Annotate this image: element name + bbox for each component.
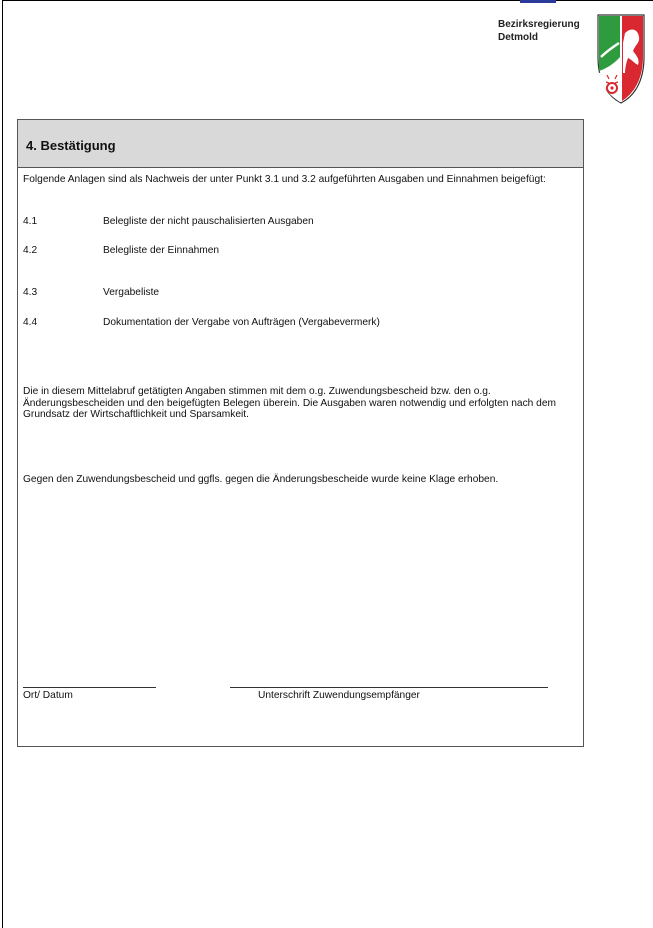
section-header (18, 120, 583, 168)
attachment-number: 4.4 (23, 317, 38, 328)
attachment-label: Dokumentation der Vergabe von Aufträgen (Vergabevermerk) (103, 317, 380, 328)
attachment-label: Belegliste der Einnahmen (103, 245, 220, 256)
no-lawsuit-paragraph: Gegen den Zuwendungsbescheid und ggfls. gegen die Änderungsbescheide wurde keine Klage erhoben. (23, 474, 499, 485)
nrw-coat-of-arms-icon (595, 13, 647, 105)
attachment-number: 4.2 (23, 245, 38, 256)
authority-line-2: Detmold (498, 32, 538, 43)
section-title: 4. Bestätigung (26, 138, 116, 153)
signature-line[interactable] (230, 687, 548, 688)
attachment-label: Vergabeliste (103, 287, 160, 298)
attachment-label: Belegliste der nicht pauschalisierten Ausgaben (103, 216, 314, 227)
place-date-label: Ort/ Datum (23, 690, 73, 701)
authority-line-1: Bezirksregierung (498, 19, 580, 30)
place-date-line[interactable] (23, 687, 156, 688)
signature-label: Unterschrift Zuwendungsempfänger (258, 690, 420, 701)
top-accent-bar (520, 0, 556, 3)
authority-name (498, 18, 580, 44)
attachment-number: 4.3 (23, 287, 38, 298)
attachment-number: 4.1 (23, 216, 38, 227)
confirmation-section (17, 119, 584, 747)
intro-text: Folgende Anlagen sind als Nachweis der unter Punkt 3.1 und 3.2 aufgeführten Ausgaben und Einnahmen beigefügt: (23, 174, 546, 185)
declaration-paragraph: Die in diesem Mittelabruf getätigten Angaben stimmen mit dem o.g. Zuwendungsbescheid bzw. den o.g. Änderungsbescheiden und den beigefügten Belegen überein. Die Ausgaben waren notwendig und erfolgten nach dem Grundsatz der Wirtschaftlichkeit und Sparsamkeit. (23, 386, 556, 420)
